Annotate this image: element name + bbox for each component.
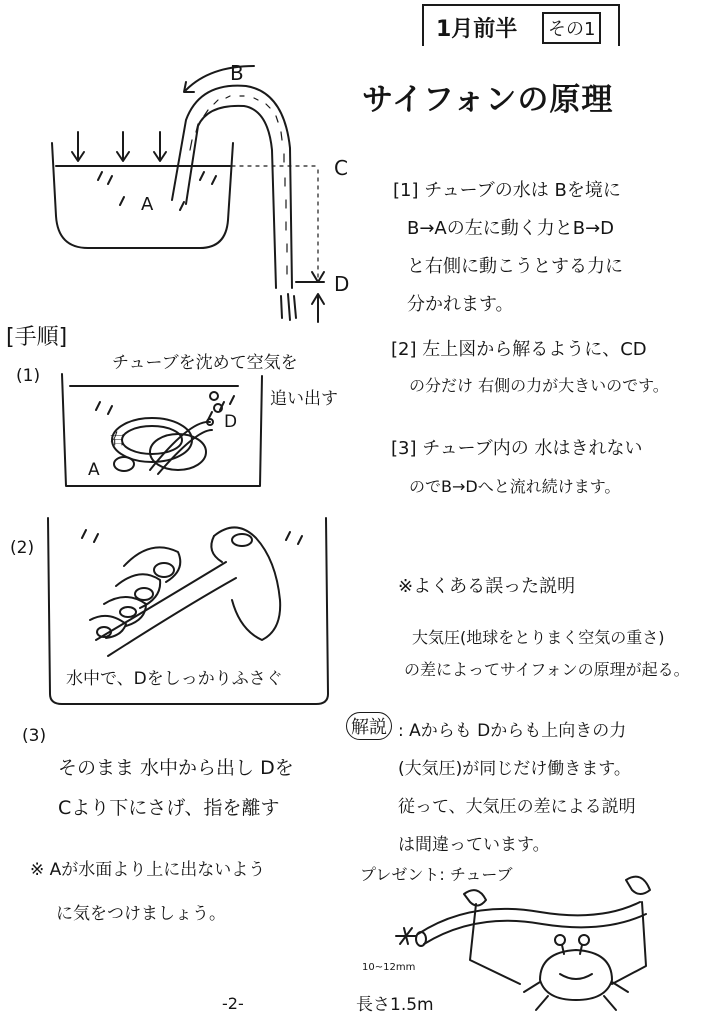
explanation-1-line-1: [1] チューブの水は Bを境に: [393, 180, 621, 201]
step-1-label-d: D: [224, 412, 238, 432]
misconception-heading: ※よくある誤った説明: [398, 576, 576, 597]
commentary-line-2: (大気圧)が同じだけ働きます。: [398, 759, 631, 779]
explanation-3-line-2: のでB→Dへと流れ続けます。: [409, 477, 621, 496]
page-title: サイフォンの原理: [362, 82, 614, 118]
step-3-line-1: そのまま 水中から出し Dを: [58, 757, 294, 779]
procedure-heading: [手順]: [6, 325, 68, 350]
procedure-note-line-2: に気をつけましょう。: [56, 904, 226, 924]
explanation-2-line-2: の分だけ 右側の力が大きいのです。: [409, 376, 669, 395]
step-1-label-a: A: [88, 460, 100, 480]
label-c: C: [334, 156, 348, 180]
label-a: A: [141, 194, 154, 215]
present-diameter: 10~12mm: [362, 962, 416, 973]
explanation-1-line-2: B→Aの左に動く力とB→D: [407, 218, 615, 239]
misconception-line-2: の差によってサイフォンの原理が起る。: [404, 660, 690, 679]
header-part: その1: [542, 12, 601, 44]
diameter-marker: [396, 928, 416, 944]
present-label: プレゼント: チューブ: [360, 865, 513, 884]
procedure-note-line-1: ※ Aが水面より上に出ないよう: [30, 860, 266, 880]
explanation-3-line-1: [3] チューブ内の 水はきれない: [391, 438, 643, 459]
step-3-number: (3): [22, 726, 47, 746]
label-b: B: [230, 61, 244, 85]
header-period: 1月前半: [436, 17, 518, 42]
label-d: D: [334, 272, 350, 296]
page-number: -2-: [222, 994, 244, 1013]
commentary-line-3: 従って、大気圧の差による説明: [398, 797, 636, 817]
crab-mascot: [464, 877, 650, 1010]
step-1-number: (1): [16, 366, 41, 386]
step-1-text: チューブを沈めて空気を: [112, 353, 298, 373]
step-3-line-2: Cより下にさげ、指を離す: [58, 797, 280, 819]
explanation-1-line-4: 分かれます。: [407, 294, 514, 315]
commentary-line-4: は間違っています。: [398, 835, 550, 855]
tube-drawing: [416, 902, 646, 946]
step-1-label-left: 右: [110, 430, 126, 448]
step-2-caption: 水中で、Dをしっかりふさぐ: [66, 669, 283, 689]
misconception-line-1: 大気圧(地球をとりまく空気の重さ): [412, 628, 665, 647]
step-1-text-2: 追い出す: [270, 389, 338, 409]
commentary-label: 解説: [346, 712, 392, 740]
commentary-line-1: : Aからも Dからも上向きの力: [398, 721, 627, 741]
present-length: 長さ1.5m: [356, 995, 434, 1015]
step-2-number: (2): [10, 538, 35, 558]
explanation-1-line-3: と右側に動こうとする力に: [407, 256, 623, 277]
explanation-2-line-1: [2] 左上図から解るように、CD: [391, 339, 647, 360]
